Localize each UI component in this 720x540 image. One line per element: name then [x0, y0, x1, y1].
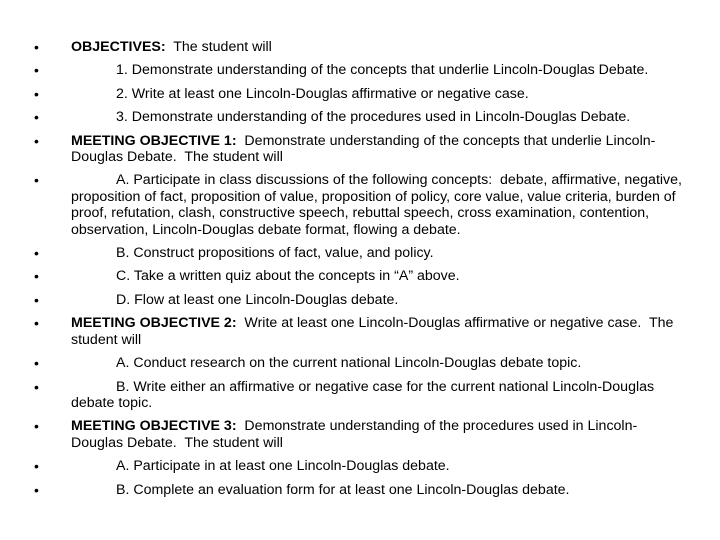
bullet-icon: • [34, 132, 39, 149]
list-item [34, 482, 684, 498]
objective-heading: MEETING OBJECTIVE 2: [71, 315, 237, 332]
sub-objective-text: 3. Demonstrate understanding of the procedures used in Lincoln-Douglas Debate. [116, 109, 631, 126]
list-item [34, 172, 684, 238]
bullet-icon: • [34, 458, 39, 475]
sub-objective-text: C. Take a written quiz about the concepts in “A” above. [116, 268, 460, 285]
list-item [34, 245, 684, 261]
objective-heading: OBJECTIVES: [71, 39, 166, 55]
bullet-icon: • [34, 481, 39, 498]
objective-text: Write at least one Lincoln-Douglas affirmative or negative case. The student will [71, 315, 678, 348]
sub-objective-text: A. Participate in class discussions of the following concepts: debate, affirmative, negative, proposition of fact, proposition of value, proposition of policy, core value, value criteria, burden of proof, refutation, clash, constructive speech, rebuttal speech, cross examination, contention, observation, Lincoln-Douglas debate format, flowing a debate. [71, 172, 686, 238]
list-item [34, 86, 684, 102]
sub-objective-text: B. Construct propositions of fact, value, and policy. [116, 245, 434, 262]
objective-text: The student will [165, 39, 272, 55]
list-item [34, 62, 684, 78]
bullet-icon: • [34, 315, 39, 332]
bullet-icon: • [34, 291, 39, 308]
list-item [34, 109, 684, 125]
objective-text: Demonstrate understanding of the concepts that underlie Lincoln-Douglas Debate. The student will [71, 132, 656, 166]
list-item [34, 268, 684, 284]
objective-heading: MEETING OBJECTIVE 1: [71, 132, 237, 149]
bullet-icon: • [34, 62, 39, 79]
bullet-icon: • [34, 39, 39, 55]
sub-objective-text: A. Participate in at least one Lincoln-Douglas debate. [116, 458, 450, 475]
bullet-icon: • [34, 245, 39, 262]
list-item [34, 418, 684, 451]
list-item [34, 315, 684, 348]
sub-objective-text: 1. Demonstrate understanding of the concepts that underlie Lincoln-Douglas Debate. [116, 62, 649, 79]
list-item [34, 379, 684, 412]
objective-heading: MEETING OBJECTIVE 3: [71, 418, 237, 435]
list-item [34, 39, 684, 55]
list-item [34, 292, 684, 308]
bullet-icon: • [34, 85, 39, 102]
bullet-icon: • [34, 378, 39, 395]
bullet-icon: • [34, 268, 39, 285]
sub-objective-text: A. Conduct research on the current national Lincoln-Douglas debate topic. [116, 355, 582, 372]
list-item [34, 355, 684, 371]
sub-objective-text: 2. Write at least one Lincoln-Douglas affirmative or negative case. [116, 85, 529, 102]
sub-objective-text: B. Write either an affirmative or negative case for the current national Lincoln-Douglas debate topic. [71, 378, 659, 411]
objectives-bullet-list [34, 39, 684, 505]
list-item [34, 133, 684, 166]
bullet-icon: • [34, 109, 39, 126]
bullet-icon: • [34, 355, 39, 372]
sub-objective-text: B. Complete an evaluation form for at least one Lincoln-Douglas debate. [116, 481, 570, 498]
bullet-icon: • [34, 172, 39, 189]
list-item [34, 458, 684, 474]
objective-text: Demonstrate understanding of the procedures used in Lincoln-Douglas Debate. The student will [71, 418, 638, 451]
sub-objective-text: D. Flow at least one Lincoln-Douglas debate. [116, 291, 399, 308]
bullet-icon: • [34, 418, 39, 435]
